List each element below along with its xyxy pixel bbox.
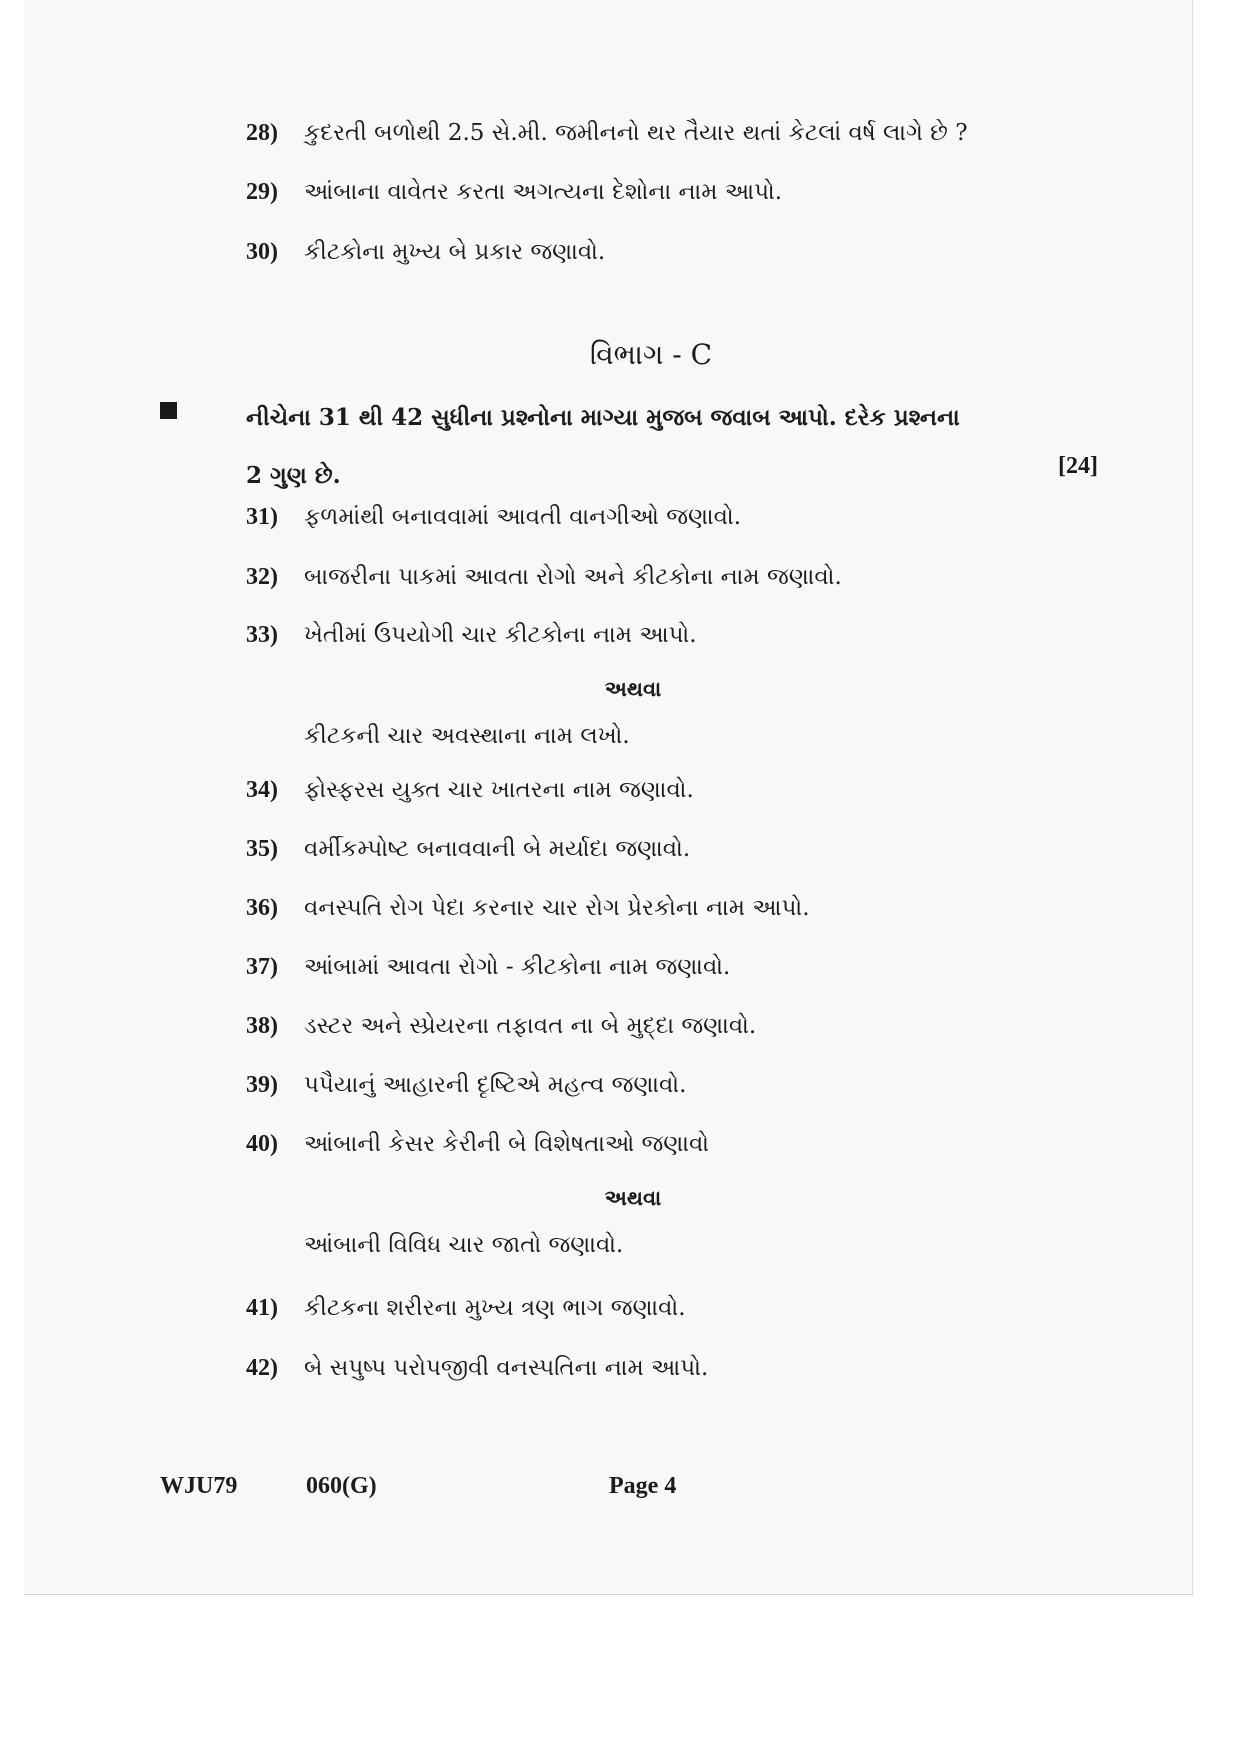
question-40 — [246, 1124, 709, 1164]
question-number: 31) — [246, 504, 278, 530]
question-number: 33) — [246, 622, 278, 648]
question-37 — [246, 947, 730, 987]
question-text: આંબાની કેસર કેરીની બે વિશેષતાઓ જણાવો — [304, 1131, 710, 1157]
question-number: 30) — [246, 239, 278, 265]
question-text: વર્મીકમ્પોષ્ટ બનાવવાની બે મર્યાદા જણાવો. — [304, 836, 691, 862]
question-number: 40) — [246, 1131, 278, 1157]
question-number: 28) — [246, 120, 278, 146]
question-30 — [246, 232, 605, 272]
question-text: ફળમાંથી બનાવવામાં આવતી વાનગીઓ જણાવો. — [304, 504, 742, 530]
or-label: અથવા — [604, 676, 662, 701]
question-number: 32) — [246, 564, 278, 590]
question-number: 38) — [246, 1013, 278, 1039]
question-32 — [246, 557, 842, 597]
square-bullet-icon — [160, 402, 177, 419]
question-number: 35) — [246, 836, 278, 862]
question-28 — [246, 113, 968, 153]
question-text: બાજરીના પાકમાં આવતા રોગો અને કીટકોના નામ જણાવો. — [304, 564, 842, 590]
alternative-question-33: કીટકની ચાર અવસ્થાના નામ લખો. — [304, 723, 630, 749]
question-33 — [246, 615, 697, 655]
question-text: ફોસ્ફરસ યુક્ત ચાર ખાતરના નામ જણાવો. — [304, 777, 694, 803]
question-text: કુદરતી બળોથી 2.5 સે.મી. જમીનનો થર તૈયાર થતાં કેટલાં વર્ષ લાગે છે ? — [304, 120, 968, 146]
question-text: કીટકના શરીરના મુખ્ય ત્રણ ભાગ જણાવો. — [304, 1295, 686, 1321]
question-text: આંબામાં આવતા રોગો - કીટકોના નામ જણાવો. — [304, 954, 731, 980]
question-36 — [246, 888, 810, 928]
question-42 — [246, 1348, 708, 1388]
question-34 — [246, 770, 694, 810]
section-title: વિભાગ - C — [589, 338, 713, 371]
question-number: 37) — [246, 954, 278, 980]
question-text: પપૈયાનું આહારની દૃષ્ટિએ મહત્વ જણાવો. — [304, 1072, 687, 1098]
question-41 — [246, 1288, 686, 1328]
question-38 — [246, 1006, 756, 1046]
question-35 — [246, 829, 690, 869]
question-number: 34) — [246, 777, 278, 803]
question-text: આંબાના વાવેતર કરતા અગત્યના દેશોના નામ આપો. — [304, 179, 783, 205]
question-number: 42) — [246, 1355, 278, 1381]
question-29 — [246, 172, 782, 212]
question-text: કીટકોના મુખ્ય બે પ્રકાર જણાવો. — [304, 239, 606, 265]
alternative-question-40: આંબાની વિવિધ ચાર જાતો જણાવો. — [304, 1232, 624, 1258]
question-number: 36) — [246, 895, 278, 921]
question-text: વનસ્પતિ રોગ પેદા કરનાર ચાર રોગ પ્રેરકોના નામ આપો. — [304, 895, 810, 921]
question-text: બે સપુષ્પ પરોપજીવી વનસ્પતિના નામ આપો. — [304, 1355, 709, 1381]
question-31 — [246, 497, 741, 537]
question-number: 29) — [246, 179, 278, 205]
footer-code: WJU79 — [160, 1473, 238, 1499]
question-text: ખેતીમાં ઉપયોગી ચાર કીટકોના નામ આપો. — [304, 622, 697, 648]
question-number: 39) — [246, 1072, 278, 1098]
question-text: ડસ્ટર અને સ્પ્રેયરના તફાવત ના બે મુદ્દા જણાવો. — [304, 1013, 757, 1039]
section-marks: [24] — [1058, 453, 1098, 479]
footer-page-number: Page 4 — [609, 1473, 677, 1499]
question-39 — [246, 1065, 686, 1105]
question-number: 41) — [246, 1295, 278, 1321]
footer-paper-code: 060(G) — [306, 1473, 377, 1499]
section-instruction: નીચેના 31 થી 42 સુધીના પ્રશ્નોના માગ્યા મુજબ જવાબ આપો. દરેક પ્રશ્નના 2 ગુણ છે. — [246, 404, 960, 489]
or-label: અથવા — [604, 1185, 662, 1210]
